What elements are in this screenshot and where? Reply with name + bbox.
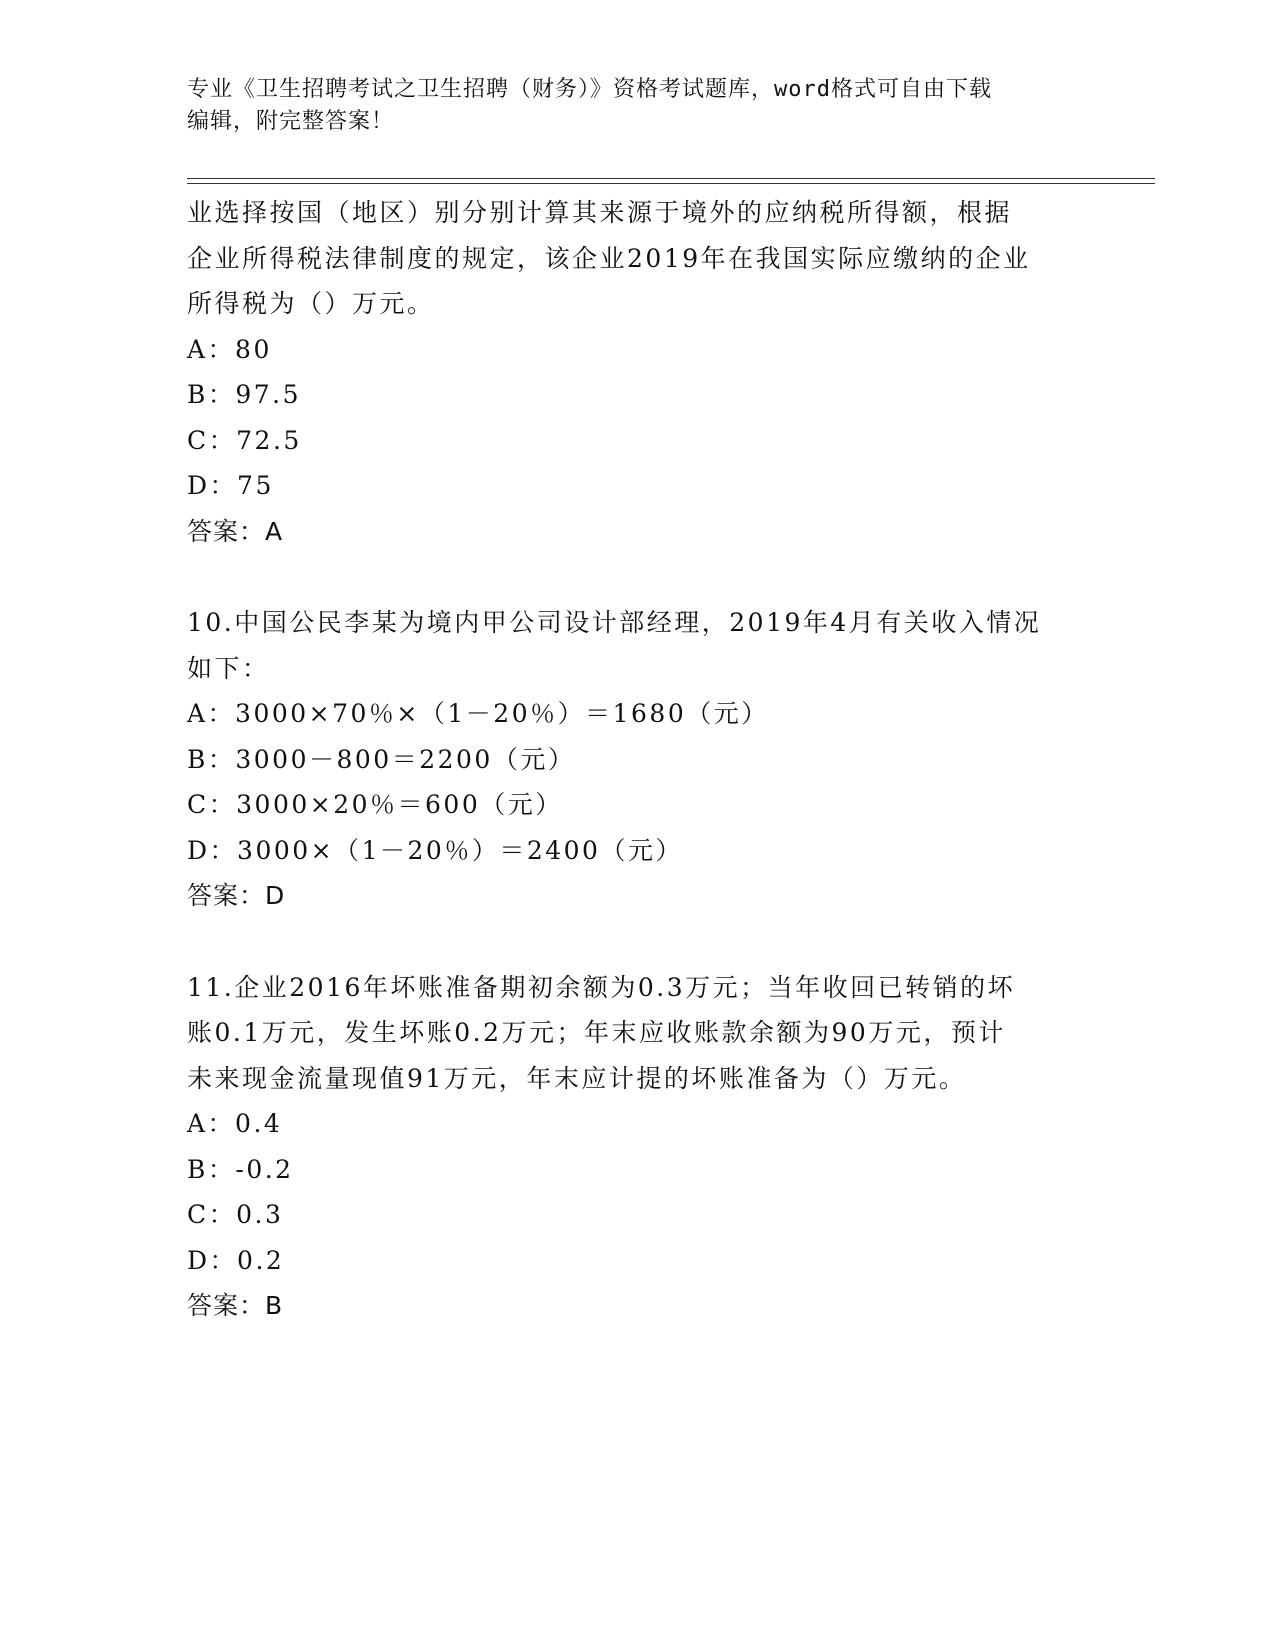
question-stem-line: 所得税为（）万元。 — [187, 289, 435, 318]
option-a: A：0.4 — [187, 1109, 283, 1138]
question-10 — [187, 600, 1087, 919]
question-9 — [187, 190, 1087, 554]
header-divider-bottom — [187, 183, 1155, 184]
header-divider-top — [187, 178, 1155, 179]
option-d: D：3000×（1－20％）＝2400（元） — [187, 835, 683, 865]
option-b: B：-0.2 — [187, 1154, 294, 1184]
option-c: C：3000×20％＝600（元） — [187, 790, 563, 819]
header-line: 编辑，附完整答案！ — [187, 109, 395, 134]
question-spacer — [187, 554, 1087, 600]
question-stem-line: 业选择按国（地区）别分别计算其来源于境外的应纳税所得额，根据 — [187, 198, 1013, 227]
header-line: 专业《卫生招聘考试之卫生招聘（财务）》资格考试题库，word格式可自由下载 — [187, 77, 992, 102]
option-d: D：0.2 — [187, 1245, 285, 1275]
answer-label: 答案：D — [187, 881, 286, 910]
option-a: A：3000×70％×（1－20％）＝1680（元） — [187, 699, 769, 728]
question-11 — [187, 965, 1087, 1329]
option-c: C：72.5 — [187, 425, 302, 455]
question-stem-line: 10.中国公民李某为境内甲公司设计部经理，2019年4月有关收入情况 — [187, 608, 1042, 637]
option-d: D：75 — [187, 471, 274, 500]
option-b: B：97.5 — [187, 380, 302, 409]
question-stem-line: 未来现金流量现值91万元，年末应计提的坏账准备为（）万元。 — [187, 1063, 967, 1093]
question-spacer — [187, 919, 1087, 965]
question-stem-line: 企业所得税法律制度的规定，该企业2019年在我国实际应缴纳的企业 — [187, 243, 1031, 273]
question-stem-line: 如下： — [187, 653, 270, 683]
answer-label: 答案：B — [187, 1291, 284, 1320]
option-c: C：0.3 — [187, 1200, 284, 1229]
answer-label: 答案：A — [187, 516, 284, 546]
question-list — [187, 190, 1087, 1329]
question-stem-line: 11.企业2016年坏账准备期初余额为0.3万元；当年收回已转销的坏 — [187, 972, 1016, 1002]
document-header — [187, 74, 1087, 138]
option-a: A：80 — [187, 334, 272, 364]
option-b: B：3000－800＝2200（元） — [187, 744, 576, 774]
question-stem-line: 账0.1万元，发生坏账0.2万元；年末应收账款余额为90万元，预计 — [187, 1018, 1006, 1047]
